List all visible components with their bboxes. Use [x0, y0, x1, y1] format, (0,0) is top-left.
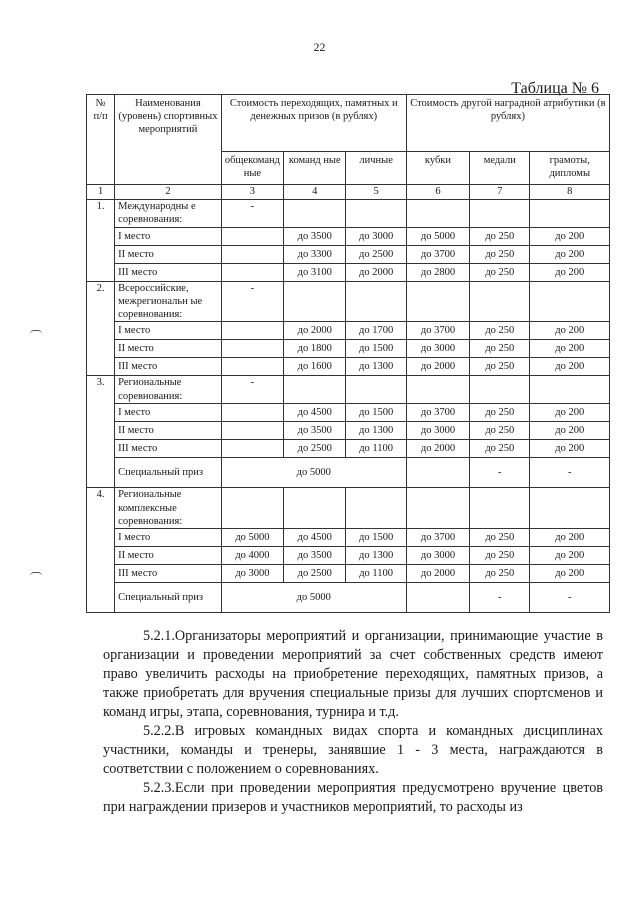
prize-value: до 3500	[284, 228, 346, 246]
prize-value: до 250	[470, 404, 530, 422]
table-row	[87, 340, 610, 358]
place-label: I место	[115, 322, 222, 340]
table-row	[87, 228, 610, 246]
section-title-row	[87, 200, 610, 228]
section-dash: -	[221, 200, 283, 228]
prize-value: до 200	[530, 246, 610, 264]
section-title-row	[87, 488, 610, 528]
prize-value: до 3000	[406, 340, 469, 358]
empty-cell	[284, 282, 346, 322]
index-cell: 7	[470, 185, 530, 200]
special-prize-value: до 5000	[221, 582, 406, 612]
place-label: I место	[115, 228, 222, 246]
prize-value: до 3700	[406, 404, 469, 422]
prize-value: до 5000	[406, 228, 469, 246]
prize-value: до 200	[530, 322, 610, 340]
prize-value: до 3700	[406, 246, 469, 264]
index-cell: 6	[406, 185, 469, 200]
place-label: II место	[115, 340, 222, 358]
prize-value: до 250	[470, 422, 530, 440]
prize-value: до 250	[470, 564, 530, 582]
prize-value: до 200	[530, 264, 610, 282]
section-number: 4.	[87, 488, 115, 612]
special-prize-medals: -	[470, 582, 530, 612]
special-prize-medals: -	[470, 458, 530, 488]
empty-cell	[530, 200, 610, 228]
empty-cell	[530, 376, 610, 404]
prize-value: до 3000	[346, 228, 406, 246]
empty-cell	[406, 376, 469, 404]
prize-value: до 2000	[346, 264, 406, 282]
section-title: Международны е соревнования:	[115, 200, 222, 228]
header-sub-personal: личные	[346, 152, 406, 185]
prize-value: до 2000	[284, 322, 346, 340]
paragraph-5-2-3: 5.2.3.Если при проведении мероприятия предусмотрено вручение цветов при награждении призеров и участников мероприятий, то расходы из	[103, 780, 603, 815]
prize-value: до 200	[530, 440, 610, 458]
prize-value: до 1600	[284, 358, 346, 376]
place-label: I место	[115, 528, 222, 546]
empty-cell	[406, 200, 469, 228]
prize-value: до 250	[470, 546, 530, 564]
empty-cell	[530, 488, 610, 528]
prize-value: до 1300	[346, 422, 406, 440]
empty-cell	[530, 282, 610, 322]
section-title-row	[87, 282, 610, 322]
special-prize-row	[87, 582, 610, 612]
special-prize-value: до 5000	[221, 458, 406, 488]
empty-cell	[470, 282, 530, 322]
header-sub-cups: кубки	[406, 152, 469, 185]
table-row	[87, 358, 610, 376]
prize-value	[221, 422, 283, 440]
table-row	[87, 440, 610, 458]
prize-value	[221, 322, 283, 340]
table-caption: Таблица № 6	[511, 80, 599, 97]
table-row	[87, 564, 610, 582]
prize-value: до 200	[530, 528, 610, 546]
prize-value	[221, 440, 283, 458]
index-cell: 8	[530, 185, 610, 200]
empty-cell	[346, 376, 406, 404]
prize-value: до 4500	[284, 404, 346, 422]
prize-value: до 250	[470, 228, 530, 246]
prize-value: до 250	[470, 358, 530, 376]
place-label: I место	[115, 404, 222, 422]
prize-value: до 2500	[346, 246, 406, 264]
section-title: Всероссийские, межрегиональн ые соревнования:	[115, 282, 222, 322]
prize-value: до 3000	[221, 564, 283, 582]
index-cell: 5	[346, 185, 406, 200]
table-row	[87, 546, 610, 564]
prize-value	[221, 358, 283, 376]
empty-cell	[406, 282, 469, 322]
section-dash	[221, 488, 283, 528]
prize-value: до 200	[530, 404, 610, 422]
prize-value: до 1100	[346, 564, 406, 582]
empty-cell	[470, 200, 530, 228]
place-label: III место	[115, 358, 222, 376]
special-prize-diplomas: -	[530, 582, 610, 612]
prize-value: до 3000	[406, 422, 469, 440]
prize-value: до 200	[530, 422, 610, 440]
prize-value: до 4000	[221, 546, 283, 564]
prize-value	[221, 228, 283, 246]
prize-value: до 200	[530, 340, 610, 358]
prize-value: до 200	[530, 358, 610, 376]
prize-value: до 2000	[406, 440, 469, 458]
place-label: II место	[115, 246, 222, 264]
table-row	[87, 422, 610, 440]
prize-value: до 3000	[406, 546, 469, 564]
special-prize-diplomas: -	[530, 458, 610, 488]
prize-value: до 200	[530, 228, 610, 246]
section-number: 2.	[87, 282, 115, 376]
table-row	[87, 404, 610, 422]
prize-value: до 250	[470, 440, 530, 458]
empty-cell	[470, 376, 530, 404]
prize-value: до 250	[470, 528, 530, 546]
place-label: III место	[115, 564, 222, 582]
table-row	[87, 528, 610, 546]
place-label: II место	[115, 546, 222, 564]
prize-value: до 1700	[346, 322, 406, 340]
prize-value: до 250	[470, 340, 530, 358]
prize-value: до 3700	[406, 322, 469, 340]
special-prize-row	[87, 458, 610, 488]
empty-cell	[346, 488, 406, 528]
header-sub-diplomas: грамоты, дипломы	[530, 152, 610, 185]
section-title: Региональные комплексные соревнования:	[115, 488, 222, 528]
header-name: Наименования (уровень) спортивных мероприятий	[115, 95, 222, 185]
table-row	[87, 246, 610, 264]
page-number: 22	[313, 40, 326, 54]
index-cell: 2	[115, 185, 222, 200]
prize-value: до 1300	[346, 546, 406, 564]
index-cell: 1	[87, 185, 115, 200]
index-cell: 4	[284, 185, 346, 200]
header-sub-team-overall: общекоманд ные	[221, 152, 283, 185]
paragraph-5-2-1: 5.2.1.Организаторы мероприятий и организации, принимающие участие в организации и проведении мероприятий за счет собственных средств имеют право увеличить расходы на приобретение переходящих, памятных призов, а также приобретать для вручения специальные призы для лучших спортсменов и команд игры, этапа, соревнования, турнира и т.д.	[103, 628, 603, 720]
section-number: 1.	[87, 200, 115, 282]
prize-value: до 2000	[406, 564, 469, 582]
header-sub-medals: медали	[470, 152, 530, 185]
index-cell: 3	[221, 185, 283, 200]
empty-cell	[406, 458, 469, 488]
empty-cell	[346, 282, 406, 322]
table-row	[87, 264, 610, 282]
prize-value: до 3100	[284, 264, 346, 282]
prize-value: до 4500	[284, 528, 346, 546]
empty-cell	[284, 488, 346, 528]
prize-value: до 3700	[406, 528, 469, 546]
empty-cell	[470, 488, 530, 528]
table-row	[87, 322, 610, 340]
prize-value: до 2500	[284, 440, 346, 458]
prize-value: до 250	[470, 322, 530, 340]
special-prize-label: Специальный приз	[115, 458, 222, 488]
prize-value	[221, 264, 283, 282]
section-title-row	[87, 376, 610, 404]
empty-cell	[406, 582, 469, 612]
prize-value: до 1500	[346, 528, 406, 546]
empty-cell	[406, 488, 469, 528]
prize-value: до 5000	[221, 528, 283, 546]
prize-value: до 1500	[346, 404, 406, 422]
empty-cell	[284, 376, 346, 404]
section-dash: -	[221, 282, 283, 322]
place-label: II место	[115, 422, 222, 440]
prize-table	[86, 94, 610, 613]
prize-value: до 200	[530, 564, 610, 582]
prize-value: до 3500	[284, 546, 346, 564]
place-label: III место	[115, 440, 222, 458]
prize-value: до 3300	[284, 246, 346, 264]
prize-value: до 1100	[346, 440, 406, 458]
prize-value: до 2000	[406, 358, 469, 376]
section-dash: -	[221, 376, 283, 404]
prize-value	[221, 340, 283, 358]
prize-value: до 200	[530, 546, 610, 564]
prize-value	[221, 246, 283, 264]
header-num: № п/п	[87, 95, 115, 185]
place-label: III место	[115, 264, 222, 282]
prize-value: до 2500	[284, 564, 346, 582]
empty-cell	[284, 200, 346, 228]
section-number: 3.	[87, 376, 115, 488]
empty-cell	[346, 200, 406, 228]
prize-value: до 2800	[406, 264, 469, 282]
prize-value: до 1300	[346, 358, 406, 376]
section-title: Региональные соревнования:	[115, 376, 222, 404]
body-text	[103, 627, 603, 817]
paragraph-5-2-2: 5.2.2.В игровых командных видах спорта и командных дисциплинах участники, команды и тренеры, занявшие 1 - 3 места, награждаются в соответствии с положением о соревнованиях.	[103, 723, 603, 777]
header-group-attributes: Стоимость другой наградной атрибутики (в рублях)	[406, 95, 609, 152]
prize-value: до 3500	[284, 422, 346, 440]
table-body	[87, 200, 610, 613]
header-sub-team: команд ные	[284, 152, 346, 185]
special-prize-label: Специальный приз	[115, 582, 222, 612]
prize-value: до 250	[470, 264, 530, 282]
prize-value	[221, 404, 283, 422]
header-group-prizes: Стоимость переходящих, памятных и денежных призов (в рублях)	[221, 95, 406, 152]
scan-artifact-mark	[30, 572, 42, 576]
scan-artifact-mark	[30, 330, 42, 334]
prize-value: до 250	[470, 246, 530, 264]
prize-value: до 1500	[346, 340, 406, 358]
prize-value: до 1800	[284, 340, 346, 358]
